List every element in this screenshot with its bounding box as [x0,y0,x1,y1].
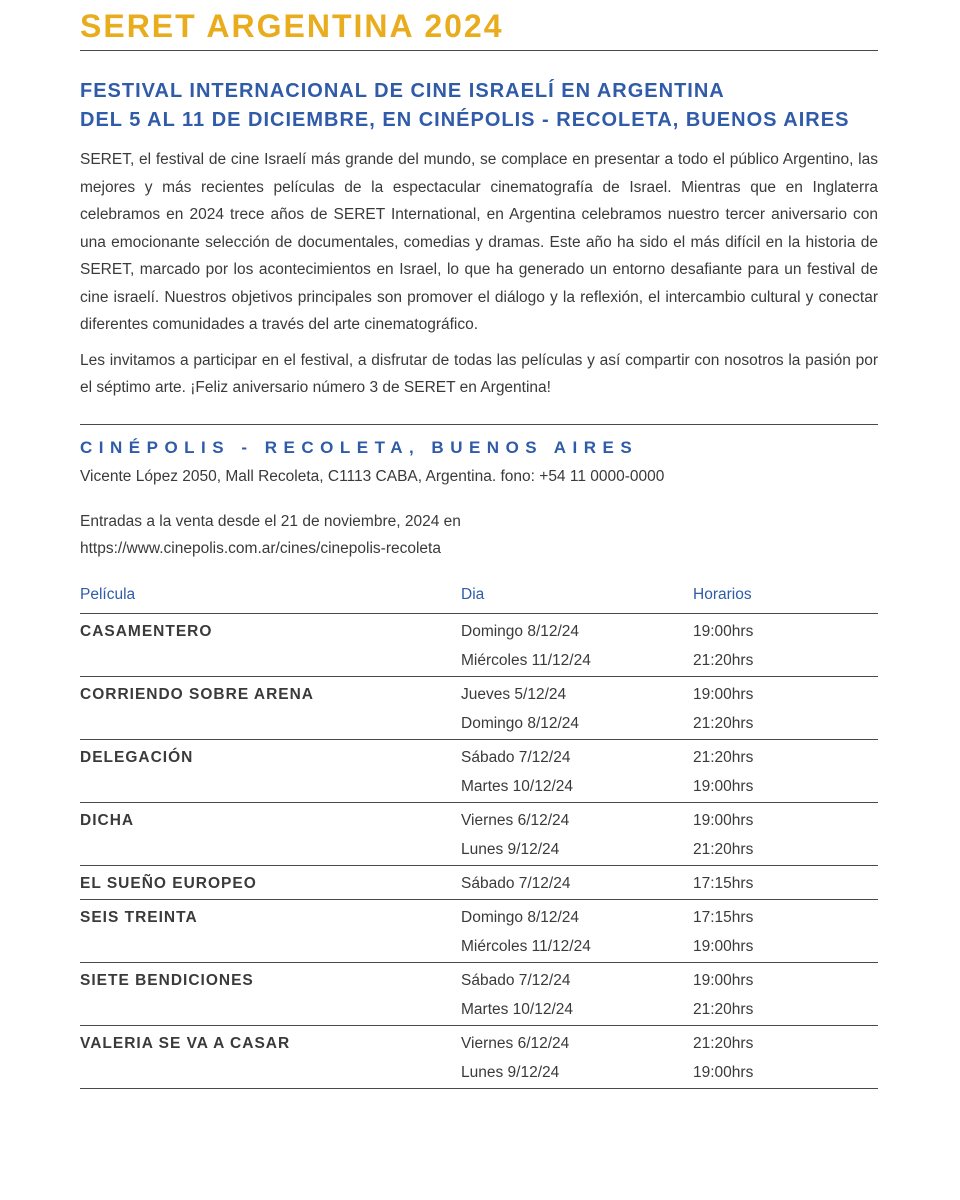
section-divider [80,424,878,425]
screening-day: Lunes 9/12/24 [461,836,693,866]
page-title: SERET ARGENTINA 2024 [80,8,504,44]
film-title: DICHA [80,812,135,829]
table-row [80,836,878,866]
screening-time: 19:00hrs [693,773,878,803]
screening-day: Sábado 7/12/24 [461,972,571,989]
table-row [80,962,878,996]
table-row [80,996,878,1026]
table-row [80,933,878,963]
screening-time: 19:00hrs [693,812,754,829]
screening-day: Sábado 7/12/24 [461,749,571,766]
screening-day: Domingo 8/12/24 [461,909,580,926]
screening-schedule-table [80,577,878,1089]
header-film: Película [80,577,461,614]
intro-paragraph-2: Les invitamos a participar en el festival, a disfrutar de todas las películas y así compartir con nosotros la pasión por el séptimo arte. ¡Feliz aniversario número 3 de SERET en Argentina! [80,351,878,396]
screening-day: Viernes 6/12/24 [461,812,570,829]
table-row [80,802,878,836]
film-cell [80,676,461,710]
intro-paragraph-1: SERET, el festival de cine Israelí más grande del mundo, se complace en presentar a todo el público Argentino, las mejores y más recientes películas de la espectacular cinematografía de Israel. Mientras que en Inglaterra celebramos en 2024 trece años de SERET International, en Argentina celebramos nuestro tercer aniversario con una emocionante selección de documentales, comedias y dramas. Este año ha sido el más difícil en la historia de SERET, marcado por los acontecimientos en Israel, lo que ha generado un entorno desafiante para un festival de cine israelí. Nuestros objetivos principales son promover el diálogo y la reflexión, el intercambio cultural y conectar diferentes comunidades a través del arte cinematográfico. [80,151,878,333]
screening-time: 17:15hrs [693,909,754,926]
screening-time: 21:20hrs [693,749,754,766]
screening-day: Martes 10/12/24 [461,996,693,1026]
venue-name: CINÉPOLIS - RECOLETA, BUENOS AIRES [80,437,639,457]
film-title: DELEGACIÓN [80,749,194,766]
screening-time: 19:00hrs [693,686,754,703]
table-row [80,899,878,933]
screening-day: Domingo 8/12/24 [461,623,580,640]
screening-time: 21:20hrs [693,996,878,1026]
screening-day: Martes 10/12/24 [461,773,693,803]
film-cell-empty [80,933,461,963]
film-title: EL SUEÑO EUROPEO [80,875,257,892]
festival-subtitle [80,77,878,135]
film-cell-empty [80,647,461,677]
screening-day: Miércoles 11/12/24 [461,647,693,677]
screening-day: Lunes 9/12/24 [461,1059,693,1089]
screening-day: Miércoles 11/12/24 [461,933,693,963]
ticket-sales-link[interactable]: https://www.cinepolis.com.ar/cines/cinepolis-recoleta [80,539,441,557]
film-cell [80,613,461,647]
film-title: CASAMENTERO [80,623,213,640]
table-row [80,1025,878,1059]
film-cell [80,899,461,933]
film-cell [80,865,461,899]
table-row [80,647,878,677]
header-times: Horarios [693,577,878,614]
subtitle-line-1: FESTIVAL INTERNACIONAL DE CINE ISRAELÍ EN ARGENTINA [80,80,725,102]
film-cell-empty [80,710,461,740]
screening-day: Sábado 7/12/24 [461,865,693,899]
subtitle-line-2: DEL 5 AL 11 DE DICIEMBRE, EN CINÉPOLIS - RECOLETA, BUENOS AIRES [80,109,850,131]
film-cell [80,739,461,773]
film-cell [80,802,461,836]
film-cell-empty [80,836,461,866]
film-cell-empty [80,1059,461,1089]
screening-time: 19:00hrs [693,972,754,989]
film-cell [80,1025,461,1059]
screening-time: 19:00hrs [693,1059,878,1089]
document-page [80,0,878,1089]
screening-time: 21:20hrs [693,836,878,866]
screening-day: Jueves 5/12/24 [461,686,567,703]
ticket-sales-line: Entradas a la venta desde el 21 de noviembre, 2024 en [80,512,461,530]
screening-time: 21:20hrs [693,710,878,740]
table-header-row [80,577,878,614]
film-title: SEIS TREINTA [80,909,198,926]
film-title: SIETE BENDICIONES [80,972,254,989]
venue-address: Vicente López 2050, Mall Recoleta, C1113 CABA, Argentina. fono: +54 11 0000-0000 [80,467,665,485]
screening-time: 21:20hrs [693,647,878,677]
table-row [80,1059,878,1089]
film-title: VALERIA SE VA A CASAR [80,1035,291,1052]
screening-time: 19:00hrs [693,623,754,640]
table-row [80,676,878,710]
header-day: Dia [461,577,693,614]
screening-day: Viernes 6/12/24 [461,1035,570,1052]
schedule-body [80,613,878,1088]
table-row [80,613,878,647]
screening-time: 17:15hrs [693,865,878,899]
screening-time: 19:00hrs [693,933,878,963]
film-cell-empty [80,996,461,1026]
screening-day: Domingo 8/12/24 [461,710,693,740]
film-cell-empty [80,773,461,803]
table-row [80,710,878,740]
screening-time: 21:20hrs [693,1035,754,1052]
film-cell [80,962,461,996]
table-row [80,739,878,773]
table-row [80,865,878,899]
title-divider [80,50,878,51]
table-row [80,773,878,803]
film-title: CORRIENDO SOBRE ARENA [80,686,314,703]
